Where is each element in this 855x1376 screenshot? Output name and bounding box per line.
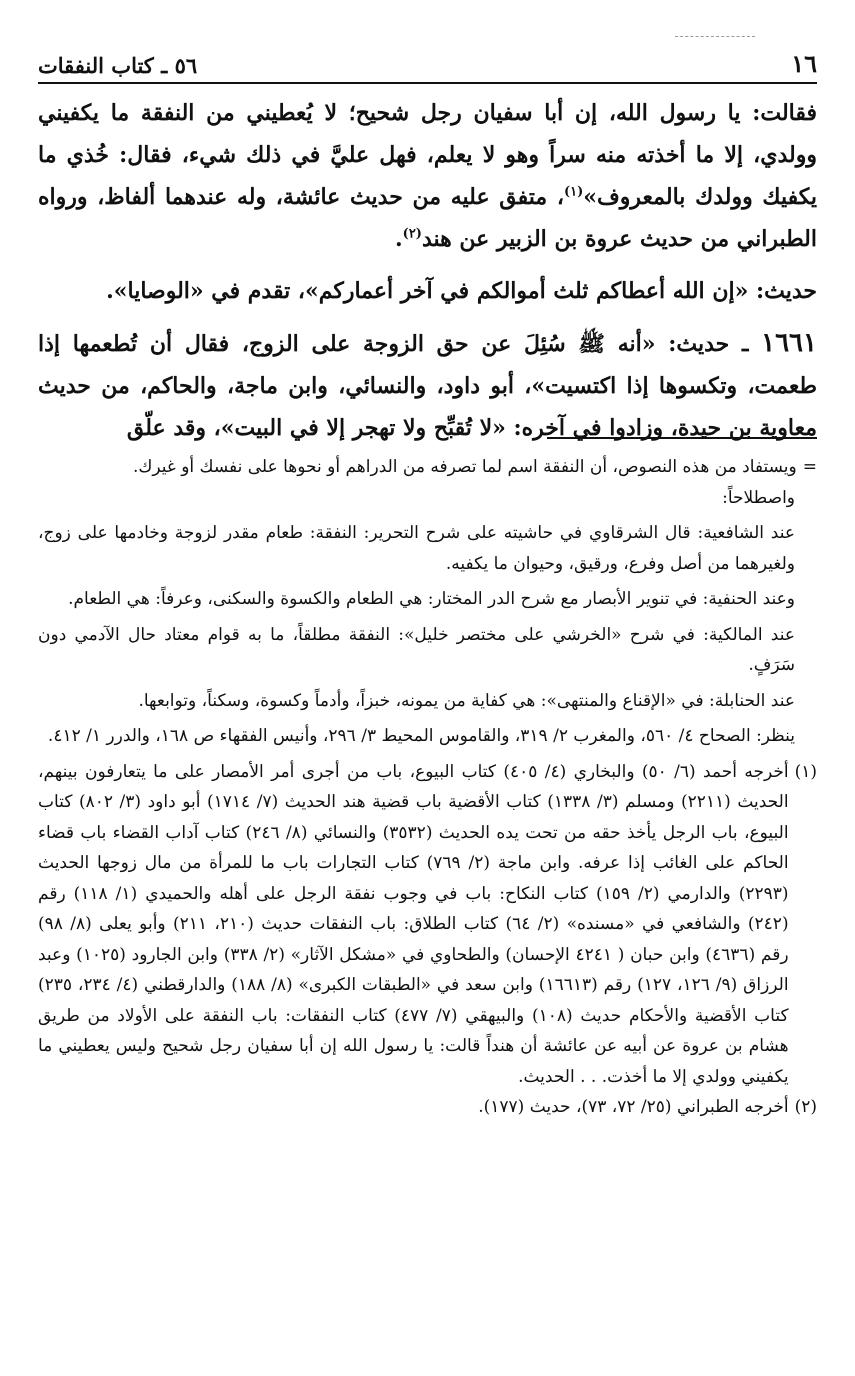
footnote-shafii: عند الشافعية: قال الشرقاوي في حاشيته على شرح التحرير: النفقة: طعام مقدر لزوجة وخادمها على زوج، ولغيرهما من أصل وفرع، ورقيق، وحيوان ما يكفيه. [38,523,795,574]
paragraph-hadith-1661: ١٦٦١ ـ حديث: «أنه ﷺ سُئِلَ عن حق الزوجة على الزوج، فقال أن تُطعمها إذا طعمت، وتكسوها إذا اكتسيت»، أبو داود، والنسائي، وابن ماجة، والحاكم، من حديث معاوية بن حيدة، وزادوا في آخره: «لا تُقبِّح ولا تهجر إلا في البيت»، وقد علّق [38,328,817,441]
footnote-ref-1: (١) [563,184,584,200]
continuation-marker: = [802,457,817,477]
footnote-continued: = ويستفاد من هذه النصوص، أن النفقة اسم لما تصرفه من الدراهم أو نحوها على نفسك أو غيرك. [38,452,817,483]
page-number: ١٦ [791,49,817,78]
paragraph-wasaya-hadith: حديث: «إن الله أعطاكم ثلث أموالكم في آخر أعماركم»، تقدم في «الوصايا». [106,278,817,304]
footnote-1: (١) أخرجه أحمد (٦/ ٥٠) والبخاري (٤/ ٤٠٥) كتاب البيوع، باب من أجرى أمر الأمصار على ما يتعارفون بينهم، الحديث (٢٢١١) ومسلم (٣/ ١٣٣٨) كتاب الأقضية باب قضية هند الحديث (٧/ ١٧١٤) أبو داود (٣/ ٨٠٢) كتاب البيوع، باب الرجل يأخذ حقه من تحت يده الحديث (٣٥٣٢) والنسائي (٨/ ٢٤٦) كتاب آداب القضاء باب قضاء الحاكم على الغائب إذا عرفه. وابن ماجة (٢/ ٧٦٩) كتاب التجارات باب ما للمرأة من مال زوجها الحديث (٢٢٩٣) والدارمي (٢/ ١٥٩) كتاب النكاح: باب في وجوب نفقة الرجل على أهله والحميدي (١/ ١١٨) رقم (٢٤٢) والشافعي في «مسنده» (٢/ ٦٤) كتاب الطلاق: باب النفقات حديث (٢١٠، ٢١١) وأبو يعلى (٨/ ٩٨) رقم (٤٦٣٦) وابن حبان ( ٤٢٤١ الإحسان) والطحاوي في «مشكل الآثار» (٢/ ٣٣٨) وابن الجارود (١٠٢٥) وعبد الرزاق (٩/ ١٢٦، ١٢٧) رقم (١٦٦١٣) وابن سعد في «الطبقات الكبرى» (٨/ ١٨٨) والدارقطني (٤/ ٢٣٤، ٢٣٥) كتاب الأقضية والأحكام حديث (١٠٨) والبيهقي (٧/ ٤٧٧) كتاب النفقات: باب النفقة على الأولاد من طريق هشام بن عروة عن أبيه عن عائشة أن هنداً قالت: يا رسول الله إن أبا سفيان رجل شحيح وليس يعطيني ما يكفيني وولدي إلا ما أخذت. . . الحديث. [38,757,817,1093]
footnotes [38,452,817,1123]
main-text [38,92,817,459]
footnote-maliki: عند المالكية: في شرح «الخرشي على مختصر خليل»: النفقة مطلقاً، ما به قوام معتاد حال الآدمي دون سَرَفٍ. [38,624,795,675]
footnote-references: ينظر: الصحاح ٤/ ٥٦٠، والمغرب ٢/ ٣١٩، والقاموس المحيط ٣/ ٢٩٦، وأنيس الفقهاء ص ١٦٨، والدرر ١/ ٤١٢. [47,726,795,746]
running-head: ٥٦ ـ كتاب النفقات [38,53,198,78]
footnote-hanbali: عند الحنابلة: في «الإقناع والمنتهى»: هي كفاية من يمونه، خبزاً، وأدماً وكسوة، وسكناً، وتوابعها. [138,690,795,711]
footnote-hanafi: وعند الحنفية: في تنوير الأبصار مع شرح الدر المختار: هي الطعام والكسوة والسكنى، وعرفاً: هي الطعام. [68,589,795,609]
paragraph-hind-hadith: فقالت: يا رسول الله، إن أبا سفيان رجل شحيح؛ لا يُعطيني من النفقة ما يكفيني وولدي، إلا ما أخذته منه سراً وهو لا يعلم، فهل عليَّ في ذلك شيء، فقال: خُذي ما يكفيك وولدك بالمعروف»$^{(١)}$، متفق عليه من حديث عائشة، وله عندهما ألفاظ، ورواه الطبراني من حديث عروة بن الزبير عن هند$^{(٢)}$. [38,100,817,252]
top-dashed-line [675,36,755,37]
page-header [38,44,817,84]
hadith-number: ١٦٦١ [761,328,817,358]
footnote-2-marker: (٢) [794,1097,817,1117]
footnote-separator [547,437,817,439]
footnote-definition-intro: واصطلاحاً: [722,487,795,508]
footnote-ref-2: (٢) [402,226,422,242]
footnote-1-marker: (١) [794,761,817,782]
footnote-2: (٢) أخرجه الطبراني (٢٥/ ٧٢، ٧٣)، حديث (١٧٧). [38,1092,817,1123]
